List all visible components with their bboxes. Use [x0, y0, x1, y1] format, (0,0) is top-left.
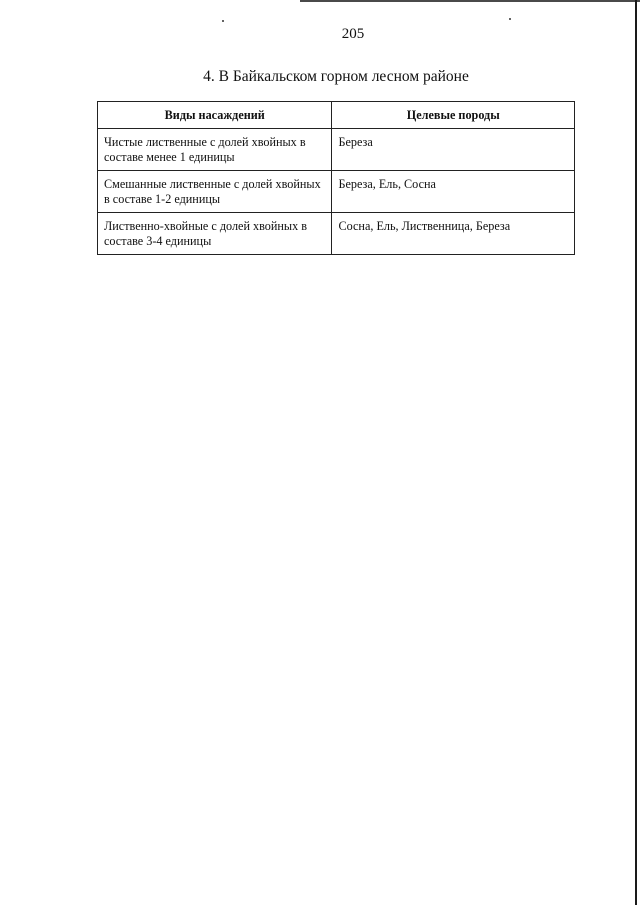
scan-speck [222, 20, 224, 22]
section-title: 4. В Байкальском горном лесном районе [203, 68, 469, 85]
header-target-species: Целевые породы [332, 102, 575, 129]
table-row [98, 171, 575, 213]
scan-edge-right [635, 0, 637, 905]
table-header-row [98, 102, 575, 129]
plantation-type-cell: Чистые лиственные с долей хвойных в составе менее 1 единицы [98, 129, 332, 171]
table-row [98, 213, 575, 255]
plantation-species-table [97, 101, 575, 255]
target-species-cell: Береза [332, 129, 575, 171]
target-species-cell: Сосна, Ель, Лиственница, Береза [332, 213, 575, 255]
plantation-type-cell: Смешанные лиственные с долей хвойных в составе 1-2 единицы [98, 171, 332, 213]
table-row [98, 129, 575, 171]
target-species-cell: Береза, Ель, Сосна [332, 171, 575, 213]
plantation-type-cell: Лиственно-хвойные с долей хвойных в составе 3-4 единицы [98, 213, 332, 255]
scan-speck [509, 18, 511, 20]
header-plantation-types: Виды насаждений [98, 102, 332, 129]
page-number: 205 [341, 26, 365, 42]
scan-edge-top [300, 0, 640, 2]
